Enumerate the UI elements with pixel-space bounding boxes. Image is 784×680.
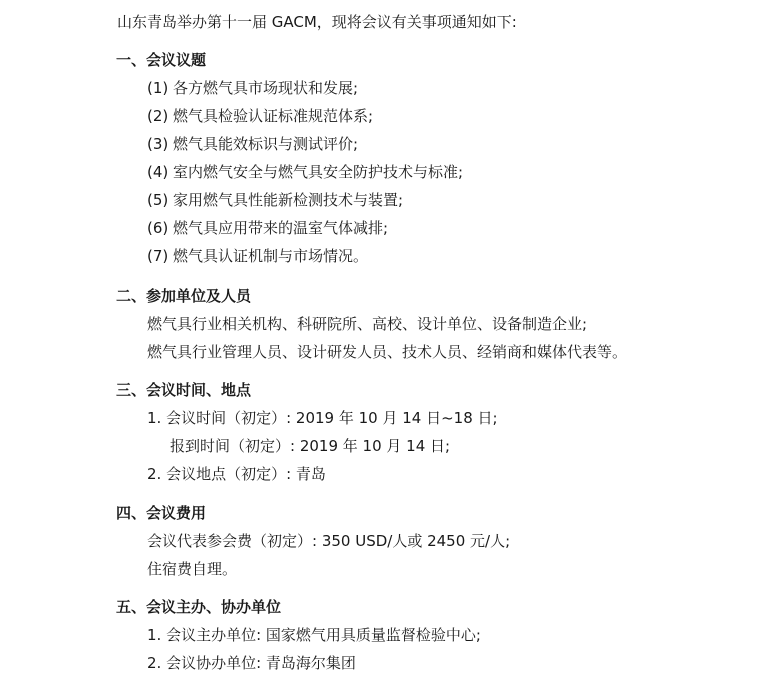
topic-item: (2) 燃气具检验认证标准规范体系;	[147, 107, 374, 125]
participant-item: 燃气具行业相关机构、科研院所、高校、设计单位、设备制造企业;	[147, 315, 588, 333]
topic-item: (3) 燃气具能效标识与测试评价;	[147, 135, 359, 153]
topic-item: (1) 各方燃气具市场现状和发展;	[147, 79, 359, 97]
section-heading-fees: 四、会议费用	[116, 504, 207, 522]
topic-item: (4) 室内燃气安全与燃气具安全防护技术与标准;	[147, 163, 464, 181]
section-heading-topics: 一、会议议题	[116, 51, 207, 69]
topic-item: (6) 燃气具应用带来的温室气体减排;	[147, 219, 389, 237]
topic-item: (7) 燃气具认证机制与市场情况。	[147, 247, 369, 265]
participant-item: 燃气具行业管理人员、设计研发人员、技术人员、经销商和媒体代表等。	[147, 343, 628, 361]
fee-item: 会议代表参会费（初定）: 350 USD/人或 2450 元/人;	[147, 532, 511, 550]
co-organizer-item: 2. 会议协办单位: 青岛海尔集团	[147, 654, 356, 672]
topic-item: (5) 家用燃气具性能新检测技术与装置;	[147, 191, 404, 209]
meeting-time-item: 1. 会议时间（初定）: 2019 年 10 月 14 日~18 日;	[147, 409, 498, 427]
intro-paragraph: 山东青岛举办第十一届 GACM，现将会议有关事项通知如下:	[117, 13, 517, 31]
meeting-place-item: 2. 会议地点（初定）: 青岛	[147, 465, 326, 483]
fee-item: 住宿费自理。	[147, 560, 238, 578]
section-heading-organizers: 五、会议主办、协办单位	[116, 598, 282, 616]
section-heading-participants: 二、参加单位及人员	[116, 287, 252, 305]
registration-time-item: 报到时间（初定）: 2019 年 10 月 14 日;	[170, 437, 451, 455]
section-heading-time-place: 三、会议时间、地点	[116, 381, 252, 399]
organizer-item: 1. 会议主办单位: 国家燃气用具质量监督检验中心;	[147, 626, 481, 644]
